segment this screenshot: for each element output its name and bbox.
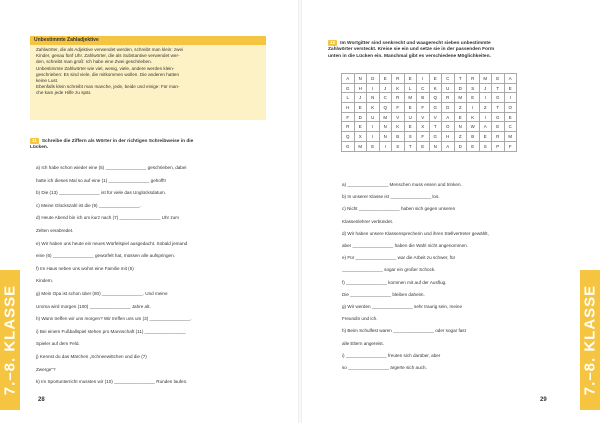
grid-cell[interactable]: A bbox=[504, 74, 517, 84]
exercise-line: Klassenlehrer verbündet. bbox=[342, 218, 394, 224]
grid-cell[interactable]: K bbox=[467, 112, 480, 122]
rule-box-line: den, schreibt man groß: Ich habe eine Zwei geschrieben. bbox=[36, 59, 152, 65]
exercise-12-title bbox=[328, 40, 568, 60]
grid-cell[interactable]: I bbox=[379, 141, 392, 151]
exercise-line: d) Wir haben unsere Klassensprecherin und ihren Stellvertreter gewählt, bbox=[342, 230, 489, 236]
right-page bbox=[300, 0, 600, 423]
rule-box-text bbox=[30, 45, 266, 97]
exercise-line: Zwerge"? bbox=[36, 366, 56, 372]
exercise-line: aber ________________ haben die Wahl nicht angenommen. bbox=[342, 243, 469, 248]
grid-row bbox=[342, 122, 517, 132]
grid-cell[interactable]: L bbox=[404, 83, 417, 93]
grid-cell[interactable]: N bbox=[379, 122, 392, 132]
exercise-line: b) Die (13) ________________ ist für viele das Unglücksdatum. bbox=[36, 190, 166, 196]
grid-cell[interactable]: E bbox=[492, 74, 505, 84]
grid-cell[interactable]: T bbox=[429, 122, 442, 132]
grid-cell[interactable]: F bbox=[504, 141, 517, 151]
grid-cell[interactable]: J bbox=[379, 83, 392, 93]
grid-cell[interactable]: H bbox=[342, 103, 355, 113]
grid-row bbox=[342, 103, 517, 113]
grid-cell[interactable]: E bbox=[404, 122, 417, 132]
grid-cell[interactable]: X bbox=[417, 122, 430, 132]
exercise-line: i) Bei einem Fußballspiel stehen pro Mannschaft (11) ________________ bbox=[36, 328, 186, 334]
exercise-line: g) Wir werden ________________ sehr traurig sein, meine bbox=[342, 304, 463, 309]
grid-cell[interactable]: S bbox=[392, 141, 405, 151]
grid-cell[interactable]: G bbox=[492, 112, 505, 122]
rule-box-line: geschrieben: Es sind viele, die mitkommen wollen. Die anderen hatten bbox=[36, 71, 179, 77]
page-number-left: 28 bbox=[38, 397, 45, 403]
grid-cell[interactable]: D bbox=[454, 141, 467, 151]
grid-row bbox=[342, 93, 517, 103]
grid-row bbox=[342, 132, 517, 142]
exercise-title-line: Lücken. bbox=[30, 145, 49, 151]
grid-cell[interactable]: N bbox=[367, 93, 380, 103]
grade-tab-label: 7.–8. KLASSE bbox=[581, 284, 599, 396]
grid-cell[interactable]: F bbox=[417, 132, 430, 142]
grid-cell[interactable]: S bbox=[479, 141, 492, 151]
grid-cell[interactable]: O bbox=[504, 103, 517, 113]
exercise-line: f) Im Haus neben uns wohnt eine Familie mit (5) bbox=[36, 265, 134, 271]
word-grid bbox=[341, 73, 517, 152]
grid-cell[interactable]: F bbox=[417, 103, 430, 113]
grid-cell[interactable]: Q bbox=[342, 132, 355, 142]
exercise-line: ________________ sogar ein großer Schock. bbox=[342, 267, 436, 273]
grid-row bbox=[342, 112, 517, 122]
exercise-line: h) Wann treffen wir uns morgen? Wir treffen uns um (3) ________________. bbox=[36, 316, 192, 322]
exercise-line: e) Wir haben uns heute ein neues Würfelspiel ausgedacht. Sobald jemand bbox=[36, 240, 188, 246]
grid-cell[interactable]: M bbox=[354, 141, 367, 151]
rule-box-line: keine Lust. bbox=[36, 78, 59, 84]
grid-row bbox=[342, 83, 517, 93]
grid-cell[interactable]: T bbox=[404, 141, 417, 151]
grid-cell[interactable]: E bbox=[504, 112, 517, 122]
exercise-line: Zelten verabredet. bbox=[36, 228, 74, 233]
grid-cell[interactable]: E bbox=[492, 122, 505, 132]
exercise-line: c) Nicht ________________ haben sich gegen unseren bbox=[342, 206, 456, 212]
grid-cell[interactable]: E bbox=[504, 83, 517, 93]
grid-cell[interactable]: D bbox=[442, 103, 455, 113]
grid-cell[interactable]: E bbox=[467, 141, 480, 151]
page-number-right: 29 bbox=[540, 397, 547, 403]
grid-cell[interactable]: O bbox=[442, 122, 455, 132]
grid-cell[interactable]: Z bbox=[454, 103, 467, 113]
grid-cell[interactable]: C bbox=[504, 122, 517, 132]
grid-cell[interactable]: N bbox=[379, 132, 392, 142]
grade-tab-right bbox=[580, 270, 600, 410]
exercise-line: Uroma wird morgen (100) ________________ Jahre alt. bbox=[36, 303, 151, 309]
grid-cell[interactable]: I bbox=[467, 103, 480, 113]
grid-cell[interactable]: A bbox=[442, 112, 455, 122]
rule-box-line: Unbestimmte Zahlwörter wie viel, wenig, viele, andere werden klein- bbox=[36, 65, 175, 71]
grid-cell[interactable]: E bbox=[354, 122, 367, 132]
grid-cell[interactable]: G bbox=[429, 132, 442, 142]
grid-cell[interactable]: A bbox=[342, 74, 355, 84]
exercise-title-line: Zahlwörter versteckt. Kreise sie ein und setze sie in der passenden Form bbox=[328, 47, 495, 53]
grid-cell[interactable]: H bbox=[354, 83, 367, 93]
exercise-title-line: unten in die Lücken ein. Manchmal gibt es verschiedene Möglichkeiten. bbox=[328, 53, 491, 59]
grid-cell[interactable]: B bbox=[417, 93, 430, 103]
grid-cell[interactable]: U bbox=[404, 112, 417, 122]
exercise-line: alle Eltern angereist. bbox=[342, 340, 384, 346]
grid-cell[interactable]: C bbox=[442, 74, 455, 84]
exercise-line: c) Meine Glückszahl ist die (9) ________________. bbox=[36, 202, 141, 208]
grid-cell[interactable]: R bbox=[392, 74, 405, 84]
exercise-line: g) Mein Opa ist schon über (80) ________________. Und meine bbox=[36, 291, 168, 296]
grid-cell[interactable]: N bbox=[354, 74, 367, 84]
rule-box-line: Zahlwörter, die als Adjektive verwendet werden, schreibt man klein: zwei bbox=[36, 47, 184, 52]
rule-box-line: Ebenfalls klein schreibt man manche, jede, beide und einige: Für man- bbox=[36, 84, 180, 90]
grid-cell[interactable]: A bbox=[442, 141, 455, 151]
exercise-line: h) Beim Schulfest waren ________________ oder sogar fast bbox=[342, 328, 466, 334]
grid-cell[interactable]: M bbox=[379, 112, 392, 122]
grade-tab-label: 7.–8. KLASSE bbox=[1, 284, 19, 396]
grid-cell[interactable]: G bbox=[429, 103, 442, 113]
grid-cell[interactable]: P bbox=[492, 141, 505, 151]
grid-cell[interactable]: G bbox=[342, 83, 355, 93]
exercise-title-line: Schreibe die Ziffern als Wörter in der richtigen Schreibweise in die bbox=[41, 139, 194, 144]
grid-cell[interactable]: T bbox=[454, 74, 467, 84]
exercise-line: i) ________________ freuten sich darüber, aber bbox=[342, 352, 441, 358]
exercise-number: 11 bbox=[32, 138, 37, 143]
grid-cell[interactable]: V bbox=[417, 112, 430, 122]
grid-cell[interactable]: X bbox=[354, 132, 367, 142]
grid-cell[interactable]: E bbox=[379, 74, 392, 84]
exercise-line: d) Heute Abend bin ich um kurz nach (7) ________________ Uhr zum bbox=[36, 215, 180, 221]
grid-cell[interactable]: U bbox=[367, 112, 380, 122]
grid-cell[interactable]: I bbox=[367, 122, 380, 132]
exercise-line: Freundin und ich. bbox=[342, 316, 378, 322]
grid-cell[interactable]: E bbox=[367, 141, 380, 151]
grid-cell[interactable]: F bbox=[392, 103, 405, 113]
grid-cell[interactable]: S bbox=[404, 132, 417, 142]
grid-cell[interactable]: A bbox=[479, 122, 492, 132]
grid-row bbox=[342, 141, 517, 151]
grid-cell[interactable]: B bbox=[467, 132, 480, 142]
grid-cell[interactable]: N bbox=[454, 122, 467, 132]
grid-cell[interactable]: Q bbox=[379, 103, 392, 113]
grid-cell[interactable]: S bbox=[467, 83, 480, 93]
grid-cell[interactable]: J bbox=[479, 83, 492, 93]
grid-cell[interactable]: Q bbox=[429, 93, 442, 103]
grid-cell[interactable]: I bbox=[479, 93, 492, 103]
grid-cell[interactable]: E bbox=[417, 141, 430, 151]
exercise-line: j) Kennst du das Märchen „Schneewittchen und die (7) bbox=[36, 354, 147, 359]
grid-cell[interactable]: D bbox=[454, 83, 467, 93]
grid-cell[interactable]: K bbox=[392, 122, 405, 132]
grade-tab-left bbox=[0, 270, 20, 410]
rule-box-line: che kam jede Hilfe zu spät. bbox=[36, 90, 92, 96]
rule-box-heading: Unbestimmte Zahladjektive bbox=[30, 36, 266, 45]
grid-cell[interactable]: E bbox=[467, 93, 480, 103]
grid-cell[interactable]: Z bbox=[479, 103, 492, 113]
grid-cell[interactable]: H bbox=[442, 132, 455, 142]
exercise-line: a) Ich habe schon wieder eine (5) ________________ geschrieben, dabei bbox=[36, 165, 187, 170]
grid-cell[interactable]: W bbox=[467, 122, 480, 132]
grid-cell[interactable]: E bbox=[429, 74, 442, 84]
exercise-line: k) Im Sportunterricht mussten wir (10) ________________ Runden laufen. bbox=[36, 379, 188, 385]
grid-cell[interactable]: I bbox=[367, 132, 380, 142]
grid-cell[interactable]: L bbox=[342, 93, 355, 103]
exercise-number: 12 bbox=[330, 40, 336, 45]
exercise-line: b) In unserer Klasse ist ________________ los. bbox=[342, 194, 440, 200]
grid-cell[interactable]: C bbox=[379, 93, 392, 103]
exercise-line: e) Für ________________ war die Arbeit zu schwer, für bbox=[342, 255, 456, 261]
grid-cell[interactable]: E bbox=[404, 74, 417, 84]
grid-cell[interactable]: G bbox=[342, 141, 355, 151]
grid-cell[interactable]: R bbox=[492, 132, 505, 142]
grid-cell[interactable]: E bbox=[454, 112, 467, 122]
grid-cell[interactable]: R bbox=[442, 93, 455, 103]
exercise-line: Spieler auf dem Feld. bbox=[36, 341, 80, 347]
grid-cell[interactable]: N bbox=[429, 141, 442, 151]
exercise-line: f) ________________ kommen mit auf der Ausflug. bbox=[342, 279, 447, 285]
grid-cell[interactable]: F bbox=[342, 112, 355, 122]
grid-cell[interactable]: R bbox=[342, 122, 355, 132]
exercise-line: Kindern. bbox=[36, 278, 54, 284]
exercise-line: so ________________ ärgerte sich auch. bbox=[342, 365, 427, 370]
grid-cell[interactable]: M bbox=[454, 93, 467, 103]
grid-cell[interactable]: T bbox=[492, 83, 505, 93]
exercise-line: a) ________________ Menschen muss essen und trinken. bbox=[342, 182, 462, 187]
grid-cell[interactable]: M bbox=[479, 74, 492, 84]
exercise-title-line: Im Wortgitter sind senkrecht und waagerecht sieben unbestimmte bbox=[340, 41, 491, 46]
exercise-line: eine (6) ________________ gewürfelt hat, müssen alle aufspringen. bbox=[36, 253, 175, 259]
grid-cell[interactable]: V bbox=[392, 112, 405, 122]
grid-cell[interactable]: M bbox=[404, 93, 417, 103]
rule-box bbox=[30, 36, 266, 120]
exercise-11-title bbox=[30, 138, 270, 152]
exercise-line: Die ________________ bleiben daheim. bbox=[342, 291, 425, 297]
grid-cell[interactable]: J bbox=[354, 93, 367, 103]
grid-cell[interactable]: G bbox=[492, 93, 505, 103]
grid-cell[interactable]: Z bbox=[454, 132, 467, 142]
grid-cell[interactable]: K bbox=[392, 83, 405, 93]
grid-cell[interactable]: B bbox=[392, 132, 405, 142]
grid-cell[interactable]: D bbox=[367, 74, 380, 84]
exercise-line: hatte ich dieses Mal so auf eine (1) ________________ gehofft! bbox=[36, 177, 166, 183]
grid-cell[interactable]: E bbox=[479, 132, 492, 142]
grid-cell[interactable]: U bbox=[442, 83, 455, 93]
grid-cell[interactable]: I bbox=[479, 112, 492, 122]
grid-cell[interactable]: V bbox=[429, 112, 442, 122]
grid-cell[interactable]: R bbox=[392, 93, 405, 103]
grid-cell[interactable]: K bbox=[429, 83, 442, 93]
grid-cell[interactable]: E bbox=[354, 103, 367, 113]
grid-cell[interactable]: I bbox=[367, 83, 380, 93]
grid-cell[interactable]: R bbox=[467, 74, 480, 84]
grid-cell[interactable]: K bbox=[367, 103, 380, 113]
rule-box-line: Kinder, genau fünf Uhr. Zahlwörter, die als Substantive verwendet wer- bbox=[36, 53, 180, 59]
grid-cell[interactable]: M bbox=[504, 132, 517, 142]
grid-cell[interactable]: D bbox=[354, 112, 367, 122]
grid-cell[interactable]: T bbox=[492, 103, 505, 113]
grid-cell[interactable]: I bbox=[417, 74, 430, 84]
grid-cell[interactable]: I bbox=[504, 93, 517, 103]
grid-row bbox=[342, 74, 517, 84]
grid-cell[interactable]: C bbox=[417, 83, 430, 93]
grid-cell[interactable]: E bbox=[404, 103, 417, 113]
